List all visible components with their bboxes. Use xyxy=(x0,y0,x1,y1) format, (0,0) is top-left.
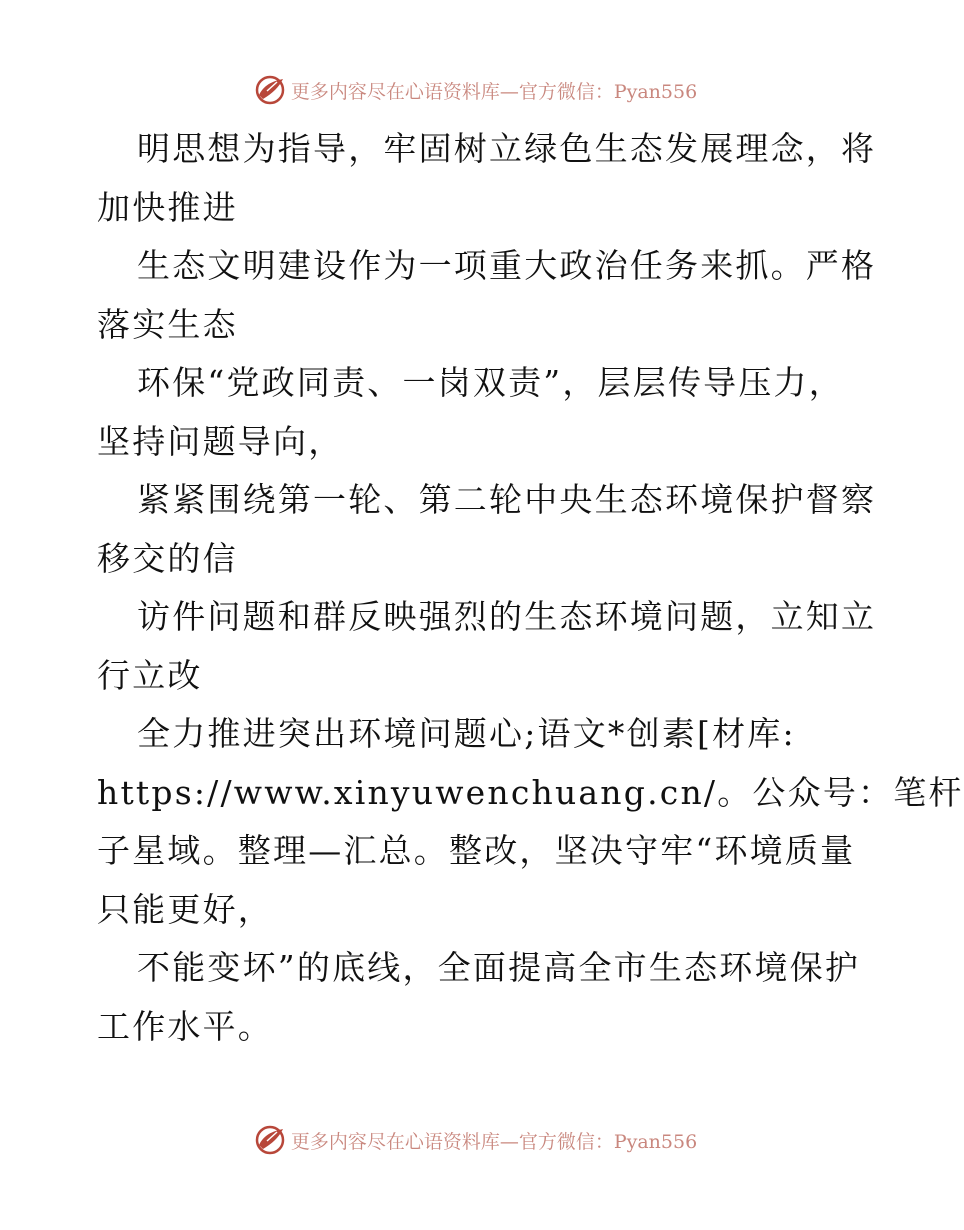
footer-banner-text: 更多内容尽在心语资料库—官方微信：Pyan556 xyxy=(290,1130,698,1153)
paragraph-line: 全力推进突出环境问题心;语文*创素[材库: xyxy=(137,714,796,753)
pen-nib-logo-icon xyxy=(253,1123,287,1157)
paragraph-line: 明思想为指导，牢固树立绿色生态发展理念，将 xyxy=(137,129,877,168)
paragraph-line: 不能变坏”的底线，全面提高全市生态环境保护 xyxy=(137,948,861,987)
paragraph-line: 生态文明建设作为一项重大政治任务来抓。严格 xyxy=(137,246,877,285)
paragraph-line: 行立改 xyxy=(97,655,203,695)
paragraph-line: 子星域。整理—汇总。整改，坚决守牢“环境质量 xyxy=(97,831,856,870)
paragraph-line: https://www.xinyuwenchuang.cn/。公众号：笔杆 xyxy=(97,772,964,812)
paragraph-line: 工作水平。 xyxy=(97,1006,273,1046)
paragraph-line: 访件问题和群反映强烈的生态环境问题，立知立 xyxy=(137,597,877,636)
paragraph-line: 环保“党政同责、一岗双责”，层层传导压力， xyxy=(137,363,844,402)
paragraph-line: 落实生态 xyxy=(97,304,238,344)
footer-banner xyxy=(0,1120,950,1160)
paragraph-line: 紧紧围绕第一轮、第二轮中央生态环境保护督察 xyxy=(137,480,877,519)
header-banner xyxy=(0,70,950,110)
paragraph-line: 只能更好， xyxy=(97,889,273,929)
paragraph-line: 移交的信 xyxy=(97,538,238,578)
paragraph-line: 坚持问题导向， xyxy=(97,421,344,461)
header-banner-text: 更多内容尽在心语资料库—官方微信：Pyan556 xyxy=(290,80,698,103)
paragraph-line: 加快推进 xyxy=(97,187,238,227)
pen-nib-logo-icon xyxy=(253,73,287,107)
document-body xyxy=(97,120,964,1056)
